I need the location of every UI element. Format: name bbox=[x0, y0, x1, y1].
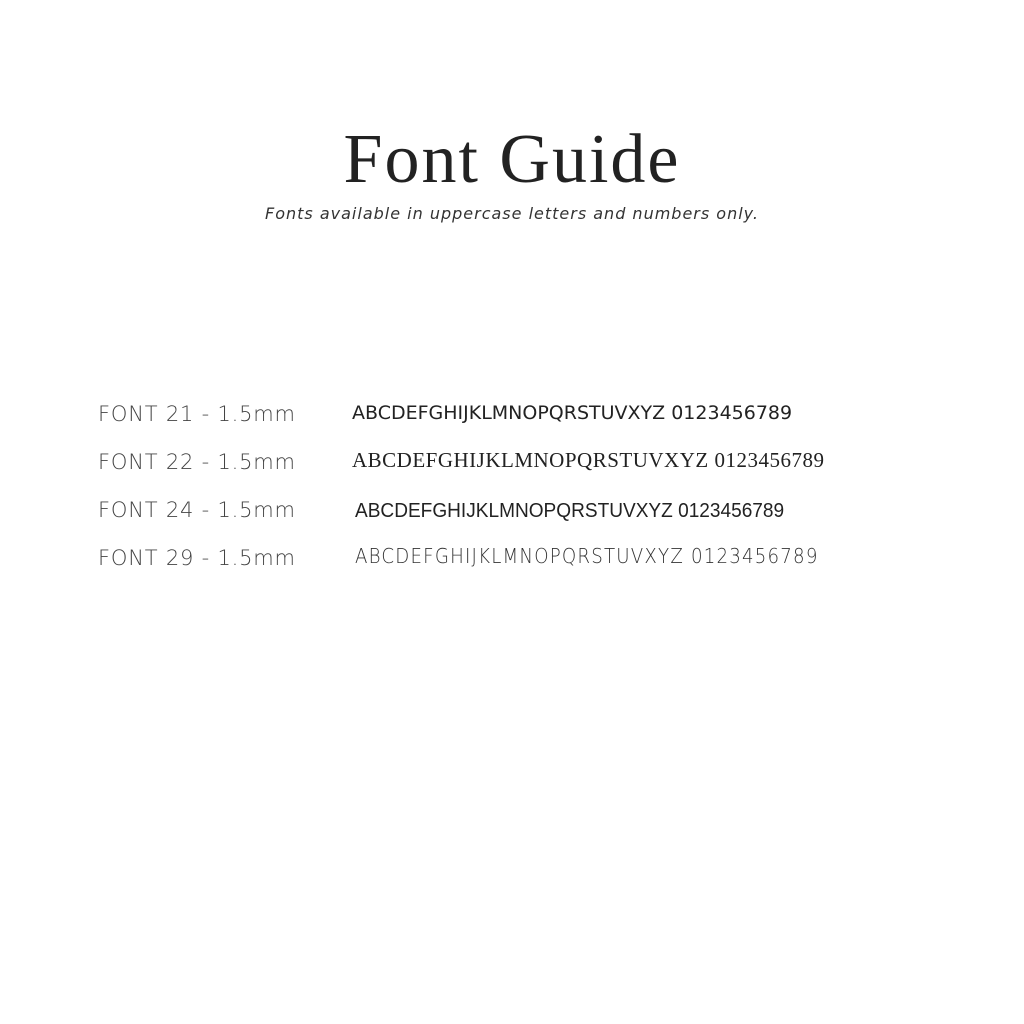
font-label-22: FONT 22 - 1.5mm bbox=[98, 450, 296, 474]
font-sample-29: ABCDEFGHIJKLMNOPQRSTUVXYZ 0123456789 bbox=[355, 544, 819, 568]
page-subtitle: Fonts available in uppercase letters and numbers only. bbox=[265, 204, 759, 223]
font-list bbox=[98, 398, 978, 590]
font-row-21 bbox=[98, 398, 978, 446]
font-sample-22: ABCDEFGHIJKLMNOPQRSTUVXYZ 0123456789 bbox=[352, 448, 825, 472]
font-label-21: FONT 21 - 1.5mm bbox=[98, 402, 296, 426]
font-row-24 bbox=[98, 494, 978, 542]
font-sample-21: ABCDEFGHIJKLMNOPQRSTUVXYZ 0123456789 bbox=[352, 402, 793, 424]
font-row-22 bbox=[98, 446, 978, 494]
font-label-24: FONT 24 - 1.5mm bbox=[98, 498, 296, 522]
page-title: Font Guide bbox=[343, 121, 681, 198]
font-row-29 bbox=[98, 542, 978, 590]
font-label-29: FONT 29 - 1.5mm bbox=[98, 546, 296, 570]
font-sample-24: ABCDEFGHIJKLMNOPQRSTUVXYZ 0123456789 bbox=[355, 499, 785, 522]
